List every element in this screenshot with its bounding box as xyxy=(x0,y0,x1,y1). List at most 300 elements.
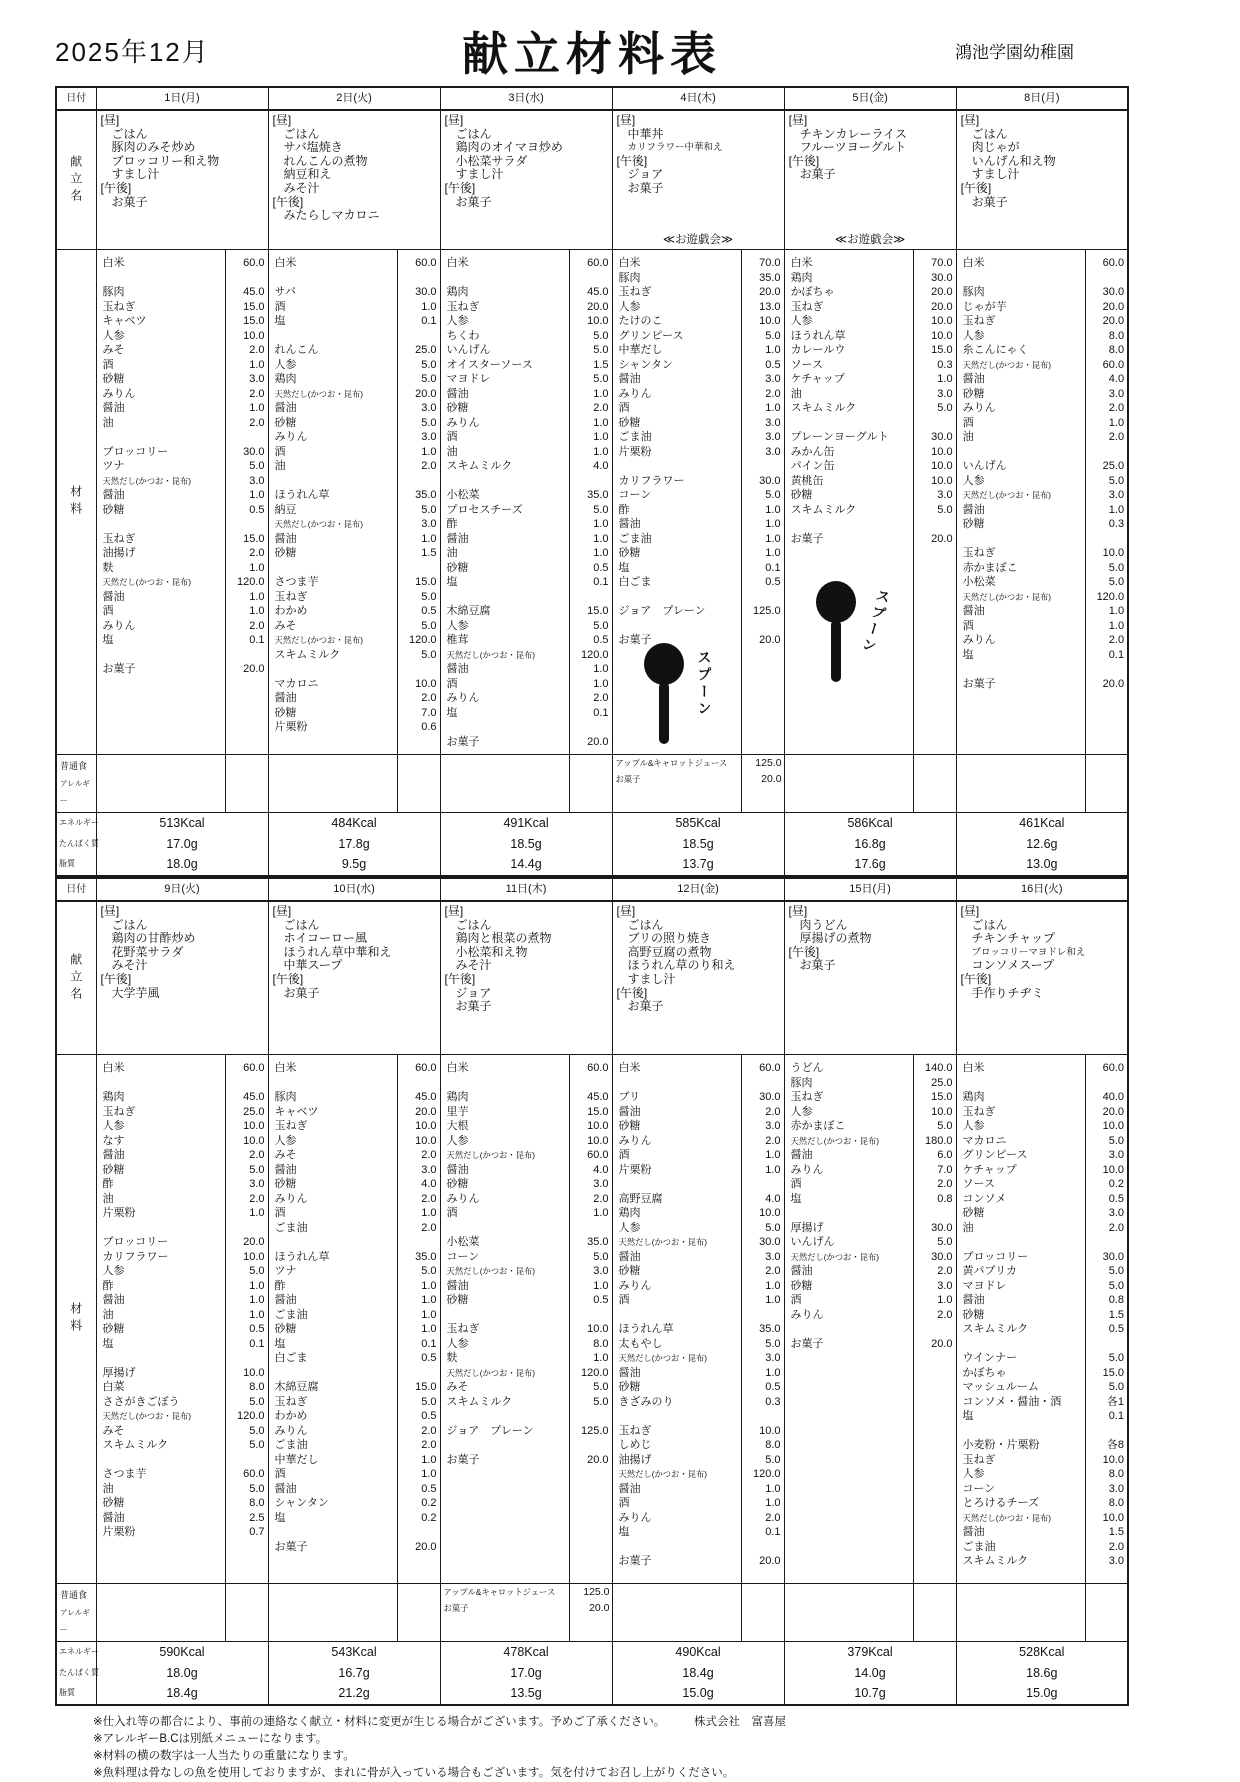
menu-line: ブロッコリー和え物 xyxy=(111,153,220,168)
ingredient-name xyxy=(957,445,1085,460)
ingredient-amount: 1.0 xyxy=(593,518,609,530)
menu-lines xyxy=(785,111,956,249)
ingredient-name: 人参 xyxy=(790,1105,813,1118)
menu-line: すまし汁 xyxy=(627,971,676,986)
ingredient-amount: 3.0 xyxy=(421,518,437,530)
menu-cell xyxy=(268,110,440,250)
ingredient-name: 片栗粉 xyxy=(274,721,308,733)
ingredient-amount: 3.0 xyxy=(765,373,781,385)
ingredient-amount: 6.0 xyxy=(937,1149,953,1161)
ingredient-name: 酢 xyxy=(446,518,458,530)
ingredient-amount: 0.2 xyxy=(1108,1178,1125,1190)
ingredient-amount: 15.0 xyxy=(243,532,265,545)
ingredient-amount: 30.0 xyxy=(1102,286,1125,298)
allergy-items-cell xyxy=(96,1584,225,1642)
ingredient-amount: 5.0 xyxy=(421,1395,437,1408)
ingredient-amount: 1.0 xyxy=(421,1207,437,1219)
ingredient-name: みそ xyxy=(274,1149,297,1161)
ingredients-row xyxy=(56,1055,1128,1584)
ingredient-name: キャベツ xyxy=(102,315,147,327)
ingredient-amount: 0.3 xyxy=(765,1395,781,1408)
ingredient-amount xyxy=(742,1177,784,1192)
ingredient-name: 酒 xyxy=(274,300,286,313)
ingredient-name: 酒 xyxy=(790,1294,802,1306)
ingredient-name: 玉ねぎ xyxy=(962,547,996,559)
ingredient-name: 砂糖 xyxy=(618,416,641,429)
footer-note: ※魚料理は骨なしの魚を使用しておりますが、まれに骨が入っている場合もございます。気を付けてお召し上がりください。 xyxy=(93,1767,735,1779)
nutrition-cell xyxy=(612,1642,784,1706)
ingredient-amount: 2.0 xyxy=(937,1178,953,1190)
ingredient-amount: 各8 xyxy=(1106,1439,1125,1451)
ingredient-name: 片栗粉 xyxy=(618,445,652,458)
ingredient-amount: 35.0 xyxy=(415,489,437,501)
ingredient-name: 豚肉 xyxy=(962,286,985,298)
ingredient-amount xyxy=(226,1351,268,1366)
ingredient-name: お菓子 xyxy=(102,663,136,675)
ingredient-name: 豚肉 xyxy=(790,1076,813,1089)
ingredient-names-cell xyxy=(612,250,741,755)
ingredient-name: 塩 xyxy=(446,576,458,588)
ingredient-amount: 1.0 xyxy=(765,1482,781,1495)
energy-value: 484Kcal xyxy=(331,816,377,830)
ingredient-amount: 30.0 xyxy=(931,1250,953,1263)
ingredient-name: コンソメ xyxy=(962,1192,1007,1205)
ingredient-name: 酒 xyxy=(618,1294,630,1306)
ingredient-name: 砂糖 xyxy=(274,1178,297,1190)
menu-line: ごはん xyxy=(971,126,1008,141)
ingredient-name: みりん xyxy=(962,634,996,646)
ingredient-amount: 5.0 xyxy=(249,1482,265,1495)
ingredient-amount: 1.0 xyxy=(937,1294,953,1306)
ingredient-name xyxy=(269,329,397,344)
menu-line: みそ汁 xyxy=(283,180,320,195)
ingredient-name: 厚揚げ xyxy=(790,1221,824,1234)
fat-value: 14.4g xyxy=(510,857,542,871)
ingredient-amount: 180.0 xyxy=(924,1134,953,1147)
ingredient-name xyxy=(957,662,1085,677)
ingredient-amount: 3.0 xyxy=(421,1163,437,1176)
ingredient-amount: 2.0 xyxy=(249,1149,265,1161)
allergy-amounts-cell xyxy=(397,755,440,813)
ingredient-amount: 1.5 xyxy=(1108,1308,1125,1321)
ingredient-name: みりん xyxy=(446,692,480,704)
ingredient-amount: 8.0 xyxy=(1108,329,1125,342)
ingredient-name xyxy=(957,1076,1085,1091)
ingredient-name xyxy=(957,532,1085,547)
allergy-amounts-cell xyxy=(397,1584,440,1642)
ingredient-name: ソース xyxy=(790,358,824,371)
ingredient-amount: 5.0 xyxy=(1108,561,1125,574)
ingredient-name: 白米 xyxy=(618,257,641,269)
ingredient-amount: 35.0 xyxy=(759,1323,781,1335)
event-note: ≪お遊戯会≫ xyxy=(663,234,734,246)
ingredient-name: 中華だし xyxy=(618,344,663,356)
ingredient-amount xyxy=(742,1409,784,1424)
ingredient-amount: 1.0 xyxy=(593,547,609,559)
ingredient-name: 醤油 xyxy=(274,532,297,545)
protein-value: 18.6g xyxy=(1026,1665,1058,1680)
ingredient-name: 醤油 xyxy=(618,373,641,385)
allergy-items-cell xyxy=(268,1584,397,1642)
ingredient-name: 醤油 xyxy=(962,1526,985,1538)
ingredient-amount: 0.8 xyxy=(1108,1294,1125,1306)
ingredient-amount: 1.0 xyxy=(421,445,437,458)
menu-line: [昼] xyxy=(272,113,292,127)
ingredient-amount: 0.6 xyxy=(421,721,437,733)
allergy-row-label xyxy=(56,1584,96,1642)
ingredient-amount xyxy=(398,662,440,677)
protein-value: 17.0g xyxy=(510,1665,542,1680)
ingredient-name xyxy=(441,474,569,489)
ingredient-name: 天然だし(かつお・昆布) xyxy=(446,1150,536,1160)
ingredient-amount: 30.0 xyxy=(931,431,953,443)
ingredient-amount: 1.0 xyxy=(421,1453,437,1466)
event-note: ≪お遊戯会≫ xyxy=(835,234,906,246)
ingredient-amount: 30.0 xyxy=(1102,1250,1125,1263)
ingredient-amount: 2.5 xyxy=(249,1511,265,1524)
ingredient-amount xyxy=(742,1540,784,1555)
menu-line: ジョア xyxy=(627,167,664,182)
ingredient-amount xyxy=(398,474,440,489)
ingredient-amount: 1.0 xyxy=(765,1163,781,1176)
ingredient-name: 人参 xyxy=(446,1134,469,1147)
ingredients-row xyxy=(56,250,1128,755)
ingredient-name xyxy=(441,1409,569,1424)
ingredient-amount xyxy=(226,517,268,532)
ingredient-amount: 各1 xyxy=(1106,1395,1125,1408)
ingredient-amount: 2.0 xyxy=(421,692,437,704)
ingredient-names-cell xyxy=(784,250,913,755)
ingredient-amount: 10.0 xyxy=(415,1134,437,1147)
ingredient-name: 玉ねぎ xyxy=(962,1453,996,1466)
ingredient-amount: 15.0 xyxy=(1102,1366,1125,1379)
menu-cell xyxy=(784,901,956,1055)
protein-value: 14.0g xyxy=(854,1665,886,1680)
ingredient-amount: 35.0 xyxy=(415,1250,437,1263)
ingredient-name: カレールウ xyxy=(790,344,846,356)
ingredient-name: ブロッコリー xyxy=(962,1250,1029,1263)
ingredient-amount: 1.0 xyxy=(937,373,953,385)
ingredient-amount: 5.0 xyxy=(593,503,609,516)
ingredient-amount: 1.0 xyxy=(1108,605,1125,617)
ingredient-amount xyxy=(570,1221,612,1236)
ingredient-name: 鶏肉 xyxy=(274,373,297,385)
ingredient-amount: 1.0 xyxy=(593,1352,609,1364)
ingredient-name: 砂糖 xyxy=(962,1308,985,1321)
ingredient-name xyxy=(785,1206,913,1221)
menu-line: [昼] xyxy=(444,113,464,127)
ingredient-amount: 2.0 xyxy=(421,1424,437,1437)
ingredient-amount: 5.0 xyxy=(765,329,781,342)
ingredient-amount: 60.0 xyxy=(243,257,265,269)
menu-line: ごはん xyxy=(111,917,148,932)
menu-line: お菓子 xyxy=(455,194,492,209)
ingredient-amount: 35.0 xyxy=(587,489,609,501)
ingredient-names-cell xyxy=(956,1055,1085,1584)
ingredient-amount: 5.0 xyxy=(1108,1265,1125,1277)
ingredient-name: 小松菜 xyxy=(446,1236,480,1248)
allergy-items-cell xyxy=(612,755,741,813)
spoon-label: スプーン xyxy=(696,650,713,718)
ingredient-amount: 60.0 xyxy=(587,1062,609,1074)
ingredient-name: 砂糖 xyxy=(962,518,985,530)
ingredient-amount: 1.0 xyxy=(765,1149,781,1161)
ingredient-name: お菓子 xyxy=(274,1540,308,1553)
ingredient-amount: 0.3 xyxy=(1108,518,1125,530)
ingredient-name xyxy=(97,430,225,445)
ingredient-name: わかめ xyxy=(274,1410,308,1422)
ingredient-amount: 5.0 xyxy=(249,460,265,472)
ingredient-name: みりん xyxy=(274,431,308,443)
ingredient-amount: 0.3 xyxy=(937,358,953,371)
ingredient-name: シャンタン xyxy=(274,1497,329,1509)
menu-line: お菓子 xyxy=(971,194,1008,209)
ingredient-amount: 0.5 xyxy=(593,1294,609,1306)
ingredient-name: わかめ xyxy=(274,605,308,617)
allergy-amounts-cell xyxy=(225,1584,268,1642)
ingredient-name: 砂糖 xyxy=(102,1163,125,1176)
ingredient-amount: 3.0 xyxy=(1108,1149,1125,1161)
ingredient-amounts-cell xyxy=(225,1055,268,1584)
menu-line: [午後] xyxy=(616,153,648,168)
ingredient-name: みりん xyxy=(618,1511,652,1524)
ingredient-amount: 10.0 xyxy=(243,1120,265,1132)
fat-value: 13.5g xyxy=(510,1686,542,1700)
ingredient-amount: 8.0 xyxy=(593,1337,609,1350)
ingredient-amounts-cell xyxy=(569,250,612,755)
menu-line: フルーツヨーグルト xyxy=(799,140,907,155)
ingredient-amount: 10.0 xyxy=(243,1366,265,1379)
ingredient-name: ケチャップ xyxy=(962,1163,1017,1176)
ingredient-name xyxy=(957,1337,1085,1352)
ingredient-name xyxy=(269,1235,397,1250)
ingredient-name xyxy=(957,271,1085,286)
ingredient-name: 砂糖 xyxy=(274,416,297,429)
ingredient-amounts-cell xyxy=(225,250,268,755)
ingredient-amount: 8.0 xyxy=(249,1497,265,1509)
menu-line: ほうれん草のり和え xyxy=(627,958,736,973)
ingredient-amount: 60.0 xyxy=(415,257,437,269)
ingredient-amount: 60.0 xyxy=(1102,358,1125,371)
ingredient-name: 塩 xyxy=(618,1526,630,1538)
ingredient-amount xyxy=(1086,1337,1128,1352)
ingredient-amount: 8.0 xyxy=(1108,344,1125,356)
ingredient-amount: 30.0 xyxy=(931,271,953,284)
ingredient-amount: 3.0 xyxy=(1108,1207,1125,1219)
ingredient-name: 醤油 xyxy=(962,605,985,617)
ingredient-amount: 2.0 xyxy=(765,387,781,400)
ingredient-amount: 0.1 xyxy=(1108,648,1125,661)
ingredient-name: みりん xyxy=(618,1134,652,1147)
ingredient-amount xyxy=(570,271,612,286)
ingredient-names-cell xyxy=(268,1055,397,1584)
ingredient-name: ソース xyxy=(962,1178,995,1190)
ingredient-name: 醤油 xyxy=(274,402,297,414)
ingredient-amounts-cell xyxy=(397,250,440,755)
menu-cell xyxy=(268,901,440,1055)
ingredient-name: 豚肉 xyxy=(102,286,125,298)
menu-line: 小松菜サラダ xyxy=(455,153,528,168)
ingredient-amount: 1.5 xyxy=(593,358,609,371)
menu-lines xyxy=(441,111,612,249)
energy-label: エネルギー xyxy=(59,1647,99,1656)
ingredient-name: 小松菜 xyxy=(962,576,996,588)
date-cell: 9日(火) xyxy=(96,878,268,901)
allergy-amount: 125.0 xyxy=(755,757,782,769)
ingredient-name: 醤油 xyxy=(102,1294,125,1306)
ingredient-amount: 10.0 xyxy=(1102,1453,1125,1466)
ingredient-amount: 1.0 xyxy=(765,402,781,414)
ingredient-amount: 10.0 xyxy=(931,445,953,458)
ingredient-name: 玉ねぎ xyxy=(274,1120,308,1132)
ingredient-amount: 1.0 xyxy=(249,1207,265,1219)
allergy-items-cell xyxy=(612,1584,741,1642)
ingredient-name: 油 xyxy=(962,1221,974,1234)
fat-label: 脂質 xyxy=(59,859,75,868)
weeks-container xyxy=(55,86,1240,1706)
ingredient-name: 塩 xyxy=(962,1410,974,1422)
ingredient-name: 玉ねぎ xyxy=(102,1105,136,1118)
ingredient-amount: 10.0 xyxy=(931,1105,953,1118)
ingredient-amount: 1.0 xyxy=(421,1323,437,1335)
energy-value: 528Kcal xyxy=(1019,1645,1065,1659)
ingredient-name: 天然だし(かつお・昆布) xyxy=(962,591,1052,602)
ingredient-name: グリンピース xyxy=(962,1149,1028,1161)
menu-line: [午後] xyxy=(100,971,132,986)
ingredient-name: 酒 xyxy=(962,416,974,429)
school-name: 鴻池学園幼稚園 xyxy=(955,43,1074,62)
ingredient-name: 鶏肉 xyxy=(962,1091,985,1103)
ingredient-amount: 10.0 xyxy=(931,474,953,487)
ingredient-amount: 5.0 xyxy=(249,1163,265,1176)
ingredient-name: 白米 xyxy=(102,257,125,269)
allergy-item: アップル&キャロットジュース xyxy=(443,1587,556,1597)
ingredient-amount: 5.0 xyxy=(421,358,437,371)
ingredient-amount: 3.0 xyxy=(593,1178,609,1190)
ingredient-amount: 10.0 xyxy=(587,1134,609,1147)
ingredient-name: ほうれん草 xyxy=(618,1323,674,1335)
ingredients-row-label xyxy=(56,250,96,755)
ingredient-name: 赤かまぼこ xyxy=(790,1120,846,1132)
ingredient-name xyxy=(97,1221,225,1236)
ingredient-name: ごま油 xyxy=(274,1439,308,1451)
ingredient-amounts-cell xyxy=(397,1055,440,1584)
ingredient-name: 油 xyxy=(962,431,974,443)
ingredient-name: 醤油 xyxy=(790,1149,813,1161)
menu-cell xyxy=(956,110,1128,250)
ingredient-amounts-cell xyxy=(741,1055,784,1584)
ingredient-amount xyxy=(570,1409,612,1424)
menu-line: [午後] xyxy=(444,971,476,986)
ingredient-amount: 0.1 xyxy=(765,561,781,574)
menu-lines xyxy=(957,111,1128,249)
ingredient-name: いんげん xyxy=(790,1236,835,1248)
ingredient-amount: 0.8 xyxy=(937,1192,953,1205)
ingredient-amount: 0.5 xyxy=(421,1410,437,1422)
ingredient-amount: 0.1 xyxy=(765,1526,781,1538)
ingredient-amount: 60.0 xyxy=(587,1149,609,1161)
ingredient-amount: 15.0 xyxy=(931,344,953,356)
ingredient-name: みりん xyxy=(962,402,996,414)
fat-value: 13.0g xyxy=(1026,857,1058,871)
protein-label: たんぱく質 xyxy=(59,838,99,848)
ingredient-name: お菓子 xyxy=(446,1453,480,1466)
ingredient-amount xyxy=(570,474,612,489)
ingredient-amount: 35.0 xyxy=(759,271,781,284)
ingredient-amount: 15.0 xyxy=(587,1105,609,1118)
energy-value: 379Kcal xyxy=(847,1645,893,1659)
ingredient-name: ごま油 xyxy=(274,1221,308,1234)
ingredient-name: ごま油 xyxy=(618,532,652,545)
ingredient-name: 高野豆腐 xyxy=(618,1192,663,1205)
ingredient-amount: 5.0 xyxy=(421,619,437,632)
ingredient-amount: 20.0 xyxy=(931,300,953,313)
ingredient-amount: 8.0 xyxy=(249,1381,265,1393)
ingredient-name: 人参 xyxy=(446,315,469,327)
ingredient-name: 酒 xyxy=(618,1149,630,1161)
nutrition-cell xyxy=(268,1642,440,1706)
ingredient-name: 人参 xyxy=(962,1468,985,1480)
ingredient-name: さつま芋 xyxy=(102,1468,147,1480)
ingredient-amount: 5.0 xyxy=(421,590,437,603)
ingredient-amount: 3.0 xyxy=(421,402,437,414)
nutrition-cell xyxy=(956,1642,1128,1706)
energy-value: 490Kcal xyxy=(675,1645,721,1659)
ingredient-name: 砂糖 xyxy=(102,373,125,385)
ingredient-name: 糸こんにゃく xyxy=(962,344,1029,356)
ingredient-name: みりん xyxy=(274,1424,308,1437)
ingredient-name: 塩 xyxy=(102,634,114,646)
ingredient-name: 酢 xyxy=(274,1279,286,1292)
ingredient-name: 人参 xyxy=(962,1120,985,1132)
ingredient-amount: 0.1 xyxy=(249,634,265,646)
fat-value: 17.6g xyxy=(854,857,886,871)
menu-cell xyxy=(96,110,268,250)
energy-value: 513Kcal xyxy=(159,816,205,830)
normal-food-label: 普通食 xyxy=(60,761,88,771)
fat-value: 18.0g xyxy=(166,857,198,871)
ingredient-name: 白菜 xyxy=(102,1381,125,1393)
ingredient-name: お菓子 xyxy=(446,735,480,748)
ingredient-amount: 15.0 xyxy=(415,1381,437,1393)
menu-lines xyxy=(957,902,1128,1054)
ingredient-name xyxy=(441,720,569,735)
ingredient-amount xyxy=(1086,1235,1128,1250)
menu-line: 中華丼 xyxy=(627,126,664,141)
ingredient-name: ちくわ xyxy=(446,329,480,342)
ingredient-amount: 20.0 xyxy=(243,663,265,675)
ingredient-amount: 3.0 xyxy=(765,1120,781,1132)
ingredient-name xyxy=(785,416,913,431)
protein-value: 18.5g xyxy=(682,836,714,851)
ingredient-amount: 0.5 xyxy=(249,503,265,516)
energy-value: 585Kcal xyxy=(675,816,721,830)
menu-lines xyxy=(269,111,440,249)
menu-line: [昼] xyxy=(960,113,980,127)
fat-value: 13.7g xyxy=(682,857,714,871)
ingredient-amount xyxy=(1086,532,1128,547)
ingredient-amount: 5.0 xyxy=(937,1120,953,1132)
ingredient-name: 鶏肉 xyxy=(446,286,469,298)
ingredient-name: 醤油 xyxy=(102,1149,125,1161)
allergy-items-cell xyxy=(440,1584,569,1642)
ingredient-amount xyxy=(1086,271,1128,286)
ingredient-amount: 0.5 xyxy=(249,1323,265,1335)
ingredient-name: みりん xyxy=(790,1163,824,1176)
ingredient-name: いんげん xyxy=(446,344,491,356)
menu-line: お菓子 xyxy=(799,958,836,973)
ingredients-row-label-text: 材料 xyxy=(68,485,83,519)
